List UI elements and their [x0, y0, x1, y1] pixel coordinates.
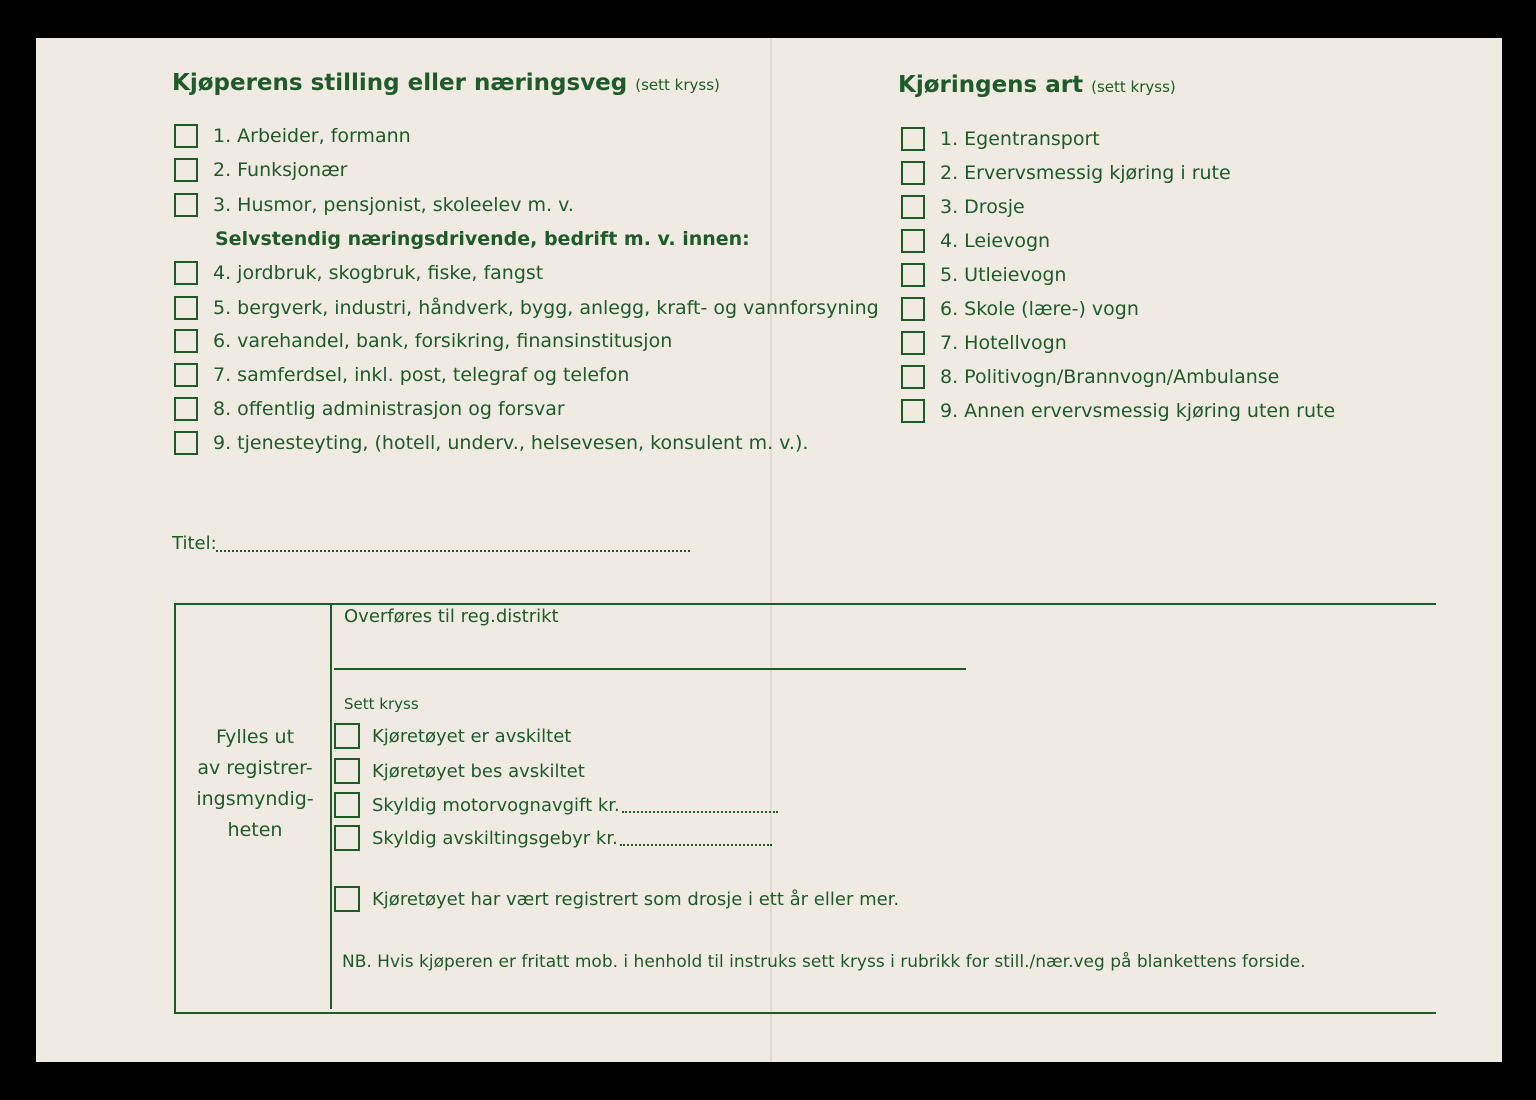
checkbox[interactable] — [334, 723, 360, 749]
option-label: 8. Politivogn/Brannvogn/Ambulanse — [940, 366, 1280, 388]
buyer-occupation-title: Kjøperens stilling eller næringsveg — [172, 70, 628, 96]
authority-check[interactable] — [334, 722, 571, 750]
driving-type-heading — [898, 72, 1176, 98]
checkbox[interactable] — [174, 158, 198, 182]
driving-option[interactable] — [901, 193, 1025, 221]
titel-label: Titel: — [172, 533, 217, 554]
option-label: 2. Ervervsmessig kjøring i rute — [940, 162, 1231, 184]
check-label: Skyldig motorvognavgift kr. — [372, 794, 620, 816]
occupation-option[interactable] — [174, 361, 629, 389]
checkbox[interactable] — [901, 195, 925, 219]
occupation-option[interactable] — [174, 191, 574, 219]
driving-option[interactable] — [901, 295, 1139, 323]
check-label: Kjøretøyet har vært registrert som drosje i ett år eller mer. — [372, 888, 900, 910]
option-label: 7. Hotellvogn — [940, 332, 1067, 354]
option-label: 1. Arbeider, formann — [213, 125, 411, 147]
driving-option[interactable] — [901, 227, 1050, 255]
driving-type-title: Kjøringens art — [898, 72, 1084, 98]
box-left-border — [174, 603, 176, 1013]
driving-option[interactable] — [901, 125, 1100, 153]
checkbox[interactable] — [174, 261, 198, 285]
authority-check[interactable] — [334, 824, 772, 852]
buyer-occupation-heading — [172, 70, 720, 96]
check-label: Skyldig avskiltingsgebyr kr. — [372, 827, 618, 849]
checkbox[interactable] — [901, 229, 925, 253]
option-label: 4. jordbruk, skogbruk, fiske, fangst — [213, 262, 544, 284]
checkbox[interactable] — [901, 365, 925, 389]
checkbox[interactable] — [174, 193, 198, 217]
occupation-option[interactable] — [174, 429, 808, 457]
check-label: Kjøretøyet bes avskiltet — [372, 760, 585, 782]
checkbox[interactable] — [174, 329, 198, 353]
checkbox[interactable] — [334, 825, 360, 851]
amount-field[interactable] — [622, 797, 778, 813]
checkbox[interactable] — [174, 397, 198, 421]
authority-side-label — [180, 722, 330, 846]
check-hint: Sett kryss — [344, 695, 419, 713]
driving-option[interactable] — [901, 261, 1066, 289]
driving-option[interactable] — [901, 329, 1067, 357]
checkbox[interactable] — [174, 431, 198, 455]
occupation-option[interactable] — [174, 259, 543, 287]
authority-check[interactable] — [334, 791, 778, 819]
option-label: 9. Annen ervervsmessig kjøring uten rute — [940, 400, 1336, 422]
side-label-line: av registrer- — [197, 757, 313, 779]
driving-type-hint: (sett kryss) — [1091, 78, 1176, 96]
occupation-option[interactable] — [174, 156, 347, 184]
transfer-district-label: Overføres til reg.distrikt — [344, 606, 559, 627]
option-label: 1. Egentransport — [940, 128, 1100, 150]
authority-check[interactable] — [334, 757, 585, 785]
option-label: 8. offentlig administrasjon og forsvar — [213, 398, 565, 420]
checkbox[interactable] — [901, 331, 925, 355]
option-label: 5. bergverk, industri, håndverk, bygg, anlegg, kraft- og vannforsyning — [213, 297, 879, 319]
checkbox[interactable] — [901, 297, 925, 321]
occupation-option[interactable] — [174, 122, 411, 150]
checkbox[interactable] — [901, 127, 925, 151]
taxi-check[interactable] — [334, 885, 899, 913]
occupation-option[interactable] — [174, 327, 672, 355]
option-label: 6. varehandel, bank, forsikring, finansinstitusjon — [213, 330, 673, 352]
occupation-option[interactable] — [174, 294, 879, 322]
amount-field[interactable] — [620, 830, 772, 846]
box-divider — [330, 603, 332, 1009]
checkbox[interactable] — [901, 399, 925, 423]
buyer-occupation-hint: (sett kryss) — [635, 76, 720, 94]
option-label: 4. Leievogn — [940, 230, 1051, 252]
side-label-line: heten — [227, 819, 283, 841]
option-label: 5. Utleievogn — [940, 264, 1067, 286]
transfer-district-line[interactable] — [334, 668, 966, 670]
checkbox[interactable] — [334, 758, 360, 784]
option-label: 6. Skole (lære-) vogn — [940, 298, 1139, 320]
titel-input-line[interactable] — [216, 550, 690, 552]
driving-option[interactable] — [901, 397, 1335, 425]
option-label: 7. samferdsel, inkl. post, telegraf og telefon — [213, 364, 630, 386]
side-label-line: Fylles ut — [215, 726, 295, 748]
option-label: 9. tjenesteyting, (hotell, underv., helsevesen, konsulent m. v.). — [213, 432, 809, 454]
option-label: 2. Funksjonær — [213, 159, 348, 181]
checkbox[interactable] — [901, 161, 925, 185]
self-employed-subheading: Selvstendig næringsdrivende, bedrift m. v. innen: — [215, 228, 750, 250]
option-label: 3. Husmor, pensjonist, skoleelev m. v. — [213, 194, 574, 216]
side-label-line: ingsmyndig- — [196, 788, 314, 810]
check-label: Kjøretøyet er avskiltet — [372, 725, 572, 747]
occupation-option[interactable] — [174, 395, 565, 423]
checkbox[interactable] — [174, 124, 198, 148]
box-bottom-border — [174, 1012, 1436, 1014]
option-label: 3. Drosje — [940, 196, 1025, 218]
checkbox[interactable] — [174, 296, 198, 320]
driving-option[interactable] — [901, 363, 1279, 391]
box-top-border — [174, 603, 1436, 605]
checkbox[interactable] — [174, 363, 198, 387]
checkbox[interactable] — [334, 886, 360, 912]
checkbox[interactable] — [901, 263, 925, 287]
checkbox[interactable] — [334, 792, 360, 818]
driving-option[interactable] — [901, 159, 1231, 187]
nb-note: NB. Hvis kjøperen er fritatt mob. i henhold til instruks sett kryss i rubrikk for still./nær.veg på blankettens forside. — [342, 952, 1306, 972]
